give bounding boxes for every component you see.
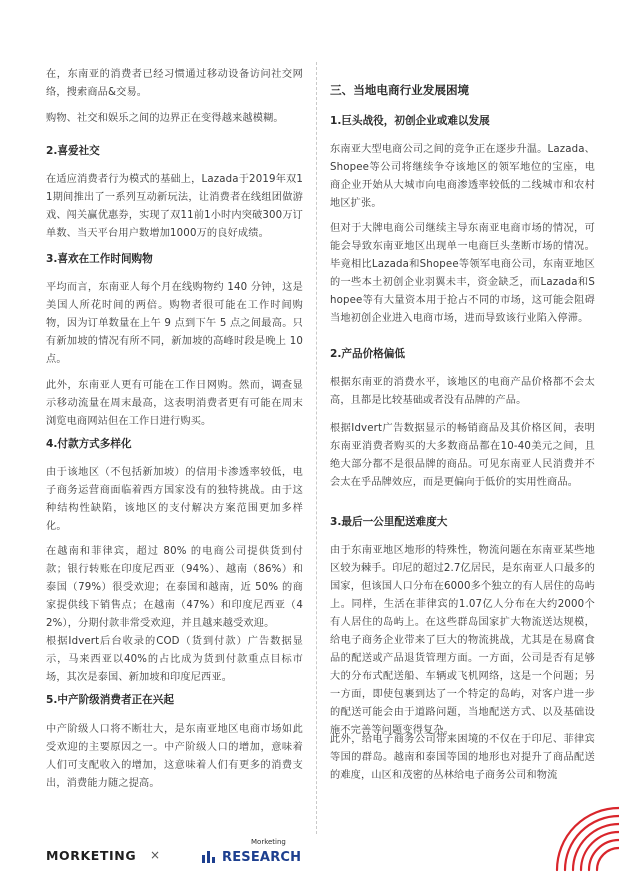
section-heading: 4.付款方式多样化 [46,438,132,450]
section-heading: 2.喜爱社交 [46,145,100,157]
section-heading: 3.喜欢在工作时间购物 [46,253,153,265]
morketing-logo: MORKETING [46,848,137,863]
research-logo: RESEARCH [222,850,302,865]
section-heading: 2.产品价格偏低 [330,348,405,360]
paragraph: 根据Idvert广告数据显示的畅销商品及其价格区间，表明东南亚消费者购买的大多数商品都在10-40美元之间，且绝大部分都不是很品牌的商品。可见东南亚人民消费并不会太在乎品牌效应，而是更偏向于低价的实用性商品。 [330,423,595,488]
section-heading: 5.中产阶级消费者正在兴起 [46,694,174,706]
paragraph: 但对于大牌电商公司继续主导东南亚电商市场的情况，可能会导致东南亚地区出现单一电商巨头垄断市场的情况。毕竟相比Lazada和Shopee等领军电商公司，东南亚地区的一些本土初创企业羽翼未丰，资金缺乏，而Lazada和Shopee等有大量资本用于抢占不同的市场，这可能会阻碍当地初创企业进入电商市场，进而导致该行业陷入停滞。 [330,223,595,324]
paragraph: 由于该地区（不包括新加坡）的信用卡渗透率较低，电子商务运营商面临着西方国家没有的独特挑战。由于这种结构性缺陷，该地区的支付解决方案范围更加多样化。 [46,467,303,532]
paragraph: 中产阶级人口将不断壮大，是东南亚地区电商市场如此受欢迎的主要原因之一。中产阶级人口的增加，意味着人们可支配收入的增加，这意味着人们有更多的消费支出，消费能力随之提高。 [46,724,303,789]
paragraph: 东南亚大型电商公司之间的竞争正在逐步升温。Lazada、Shopee等公司将继续争夺该地区的领军地位的宝座，电商企业开始从大城市向电商渗透率较低的二线城市和农村地区扩张。 [330,144,595,209]
paragraph: 由于东南亚地区地形的特殊性，物流问题在东南亚某些地区较为棘手。印尼的超过2.7亿居民，是东南亚人口最多的国家，但该国人口分布在6000多个独立的有人居住的岛屿上。同样，生活在菲律宾的1.07亿人分布在大约2000个有人居住的岛屿上。在这些群岛国家扩大物流送达规模，给电子商务企业带来了巨大的物流挑战，尤其是在易腐食品的配送或产品退货管理方面。一方面，公司是否有足够大的分布式配送船、车辆或飞机网络，这是一个问题；另一方面，即使包裹到达了一个特定的岛屿，对客户进一步的配送可能会由于道路问题，当地配送方式、以及基础设施不完善等问题变得复杂。 [330,545,595,736]
paragraph: 此外，东南亚人更有可能在工作日网购。然而，调查显示移动流量在周末最高，这表明消费者更有可能在周末浏览电商网站但在工作日进行购买。 [46,380,303,427]
section-heading: 3.最后一公里配送难度大 [330,516,448,528]
paragraph: 此外，给电子商务公司带来困境的不仅在于印尼、菲律宾等国的群岛。越南和泰国等国的地形也对提升了商品配送的难度，山区和茂密的丛林给电子商务公司和物流 [330,734,595,781]
chapter-heading: 三、当地电商行业发展困境 [330,83,470,97]
paragraph: 在适应消费者行为模式的基础上，Lazada于2019年双11期间推出了一系列互动新玩法，让消费者在线组团做游戏、闯关赢优惠券，实现了双11前1小时内突破300万订单数、当天平台用户数增加1000万的良好成绩。 [46,174,303,239]
research-logo-caption: Morketing [251,838,286,846]
paragraph: 根据Idvert后台收录的COD（货到付款）广告数据显示，马来西亚以40%的占比成为货到付款重点目标市场，其次是泰国、新加坡和印度尼西亚。 [46,636,303,683]
section-heading: 1.巨头战役，初创企业或难以发展 [330,115,490,127]
paragraph: 在，东南亚的消费者已经习惯通过移动设备访问社交网络，搜索商品&交易。 [46,69,303,98]
paragraph: 根据东南亚的消费水平，该地区的电商产品价格都不会太高，且都是比较基础或者没有品牌的产品。 [330,377,595,406]
bar-chart-logo-icon [202,849,220,863]
column-divider [316,62,317,834]
brand-separator: × [150,848,161,862]
decorative-arcs-icon [547,800,619,872]
paragraph: 平均而言，东南亚人每个月在线购物约 140 分钟，这是美国人所花时间的两倍。购物者很可能在工作时间购物，因为订单数量在上午 9 点到下午 5 点之间最高。只有新加坡的情况有所不同，新加坡的高峰时段是晚上 10点。 [46,282,303,365]
paragraph: 购物、社交和娱乐之间的边界正在变得越来越模糊。 [46,113,284,124]
footer-brand [46,838,302,866]
paragraph: 在越南和菲律宾，超过 80% 的电商公司提供货到付款；银行转账在印度尼西亚（94%）、越南（86%）和泰国（79%）很受欢迎；在泰国和越南，近 50% 的商家提供线下销售点；在越南（47%）和印度尼西亚（42%），分期付款非常受欢迎，并且越来越受欢迎。 [46,546,303,629]
